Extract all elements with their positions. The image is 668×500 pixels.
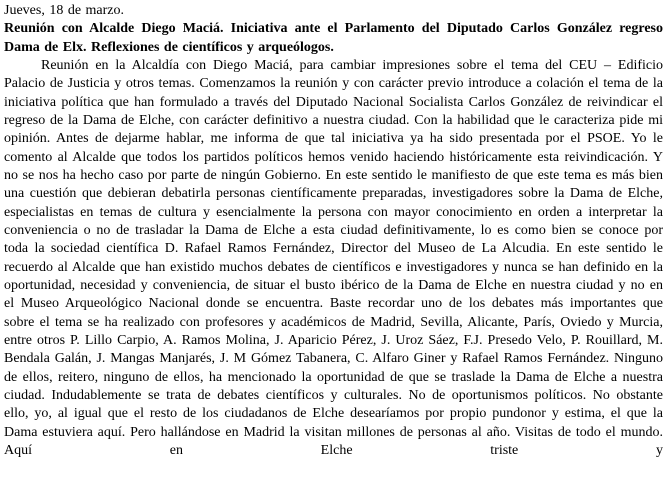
entry-heading: Reunión con Alcalde Diego Maciá. Iniciativa ante el Parlamento del Diputado Carlos González regreso Dama de Elx. Reflexiones de científicos y arqueólogos. <box>4 21 663 55</box>
entry-paragraph: Reunión en la Alcaldía con Diego Maciá, para cambiar impresiones sobre el tema del CEU – Edificio Palacio de Justicia y otros temas. Comenzamos la reunión y con carácter previo introduce a colación el tema de la iniciativa política que han formulado a través del Diputado Nacional Socialista Carlos González de reivindicar el regreso de la Dama de Elche, con carácter definitivo a nuestra ciudad. Con la habilidad que le caracteriza pide mi opinión. Antes de dejarme hablar, me informa de que tal iniciativa ya ha sido presentada por el PSOE. Yo le comento al Alcalde que todos los partidos políticos hemos venido haciendo históricamente esta reivindicación. Y no se nos ha hecho caso por parte de ningún Gobierno. En este sentido le manifiesto de que este tema es más bien una cuestión que debieran debatirla personas científicamente preparadas, investigadores sobre la Dama de Elche, especialistas en temas de cultura y esencialmente la persona con mayor conocimiento en orden a interpretar la conveniencia o no de trasladar la Dama de Elche a esta ciudad definitivamente, lo es como bien se conoce por toda la sociedad científica D. Rafael Ramos Fernández, Director del Museo de La Alcudia. En este sentido le recuerdo al Alcalde que han existido muchos debates de científicos e investigadores y nunca se han definido en la oportunidad, necesidad y conveniencia, de situar el busto ibérico de la Dama de Elche en nuestra ciudad y no en el Museo Arqueológico Nacional donde se encuentra. Baste recordar uno de los debates más importantes que sobre el tema se ha realizado con profesores y académicos de Madrid, Sevilla, Alicante, París, Oviedo y Murcia, entre otros P. Lillo Carpio, A. Ramos Molina, J. Aparicio Pérez, J. Uroz Sáez, F.J. Presedo Velo, P. Rouillard, M. Bendala Galán, J. Mangas Manjarés, J. M Gómez Tabanera, C. Alfaro Giner y Rafael Ramos Fernández. Ninguno de ellos, reitero, ninguno de ellos, ha mencionado la oportunidad de que se traslade la Dama de Elche a nuestra ciudad. Indudablemente se trata de debates científicos y culturales. No de oportunismos políticos. No obstante ello, yo, al igual que el resto de los ciudadanos de Elche desearíamos por propio pundonor y estima, el que la Dama estuviera aquí. Pero hallándose en Madrid la visitan millones de personas al año. Visitas de todo el mundo. Aquí en Elche triste y <box>4 57 663 458</box>
date-line: Jueves, 18 de marzo. <box>4 3 125 18</box>
